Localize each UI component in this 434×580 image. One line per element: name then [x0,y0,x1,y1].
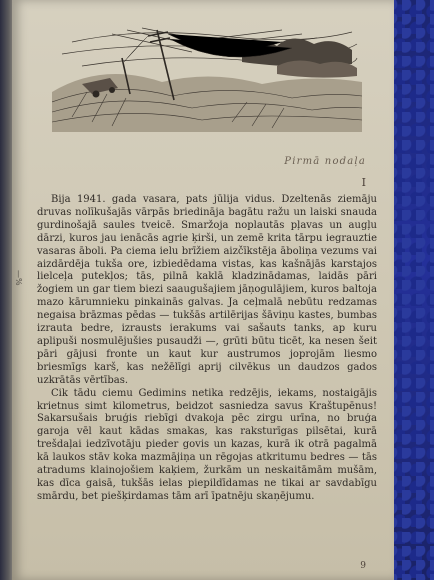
margin-mark: —% [14,270,23,286]
page-number: 9 [360,561,366,571]
chapter-title: Pirmā nodaļa [284,156,366,167]
landscape-illustration [52,22,362,132]
body-text [37,194,377,504]
paragraph-1: Bija 1941. gada vasara, pats jūlija vidus. Dzeltenās ziemāju druvas nolīkušajās vārpās briedināja bagātu ražu un laiski snauda gurdinošajā saules tveicē. Smaržoja noplautās pļavas un augļu dārzi, kuros jau ienācās agrie ķirši, un zemē krita tārpu iegrauztie vasaras āboli. Pa ciema ielu brīžiem aizčīkstēja āboliņa vezums vai aizdārdēja tukša ore, izbiedēdama vistas, kas kašnājās karstajos lielceļa putekļos; tās, pilnā kaklā kladzinādamas, laidās pāri žogiem un gar tiem biezi saaugušajiem jāņogulājiem, kuros baltoja mazo kārumnieku pinkainās galvas. Ja ceļmalā nebūtu redzamas negaisa brāzmas pēdas — tukšās artilērijas šāviņu kastes, bumbas izrauta bedre, izrausts ierakums vai sašauts tanks, ap kuru aplipuši nosmulējušies pusaudži —, grūti būtu ticēt, ka nesen šeit pāri gājusi fronte un kaut kur austrumos joprojām liesmo briesmīgs karš, kas nežēlīgi aprij cilvēkus un daudzos gados uzkrātās vērtības. [37,194,377,386]
paragraph-2: Cik tādu ciemu Gedimins netika redzējis, iekams, nostaigājis krietnus simt kilometrus, beidzot sasniedza savus Kraštupēnus! Sakarsušais bruģis riebīgi dvakoja pēc zirgu urīna, no bruģa garoja vēl kaut kādas smakas, kas raksturīgas pilsētai, kurā trešdaļai iedzīvotāju pieder govis un kazas, kurā ik otrā pagalmā kā laukos stāv koka mazmājiņa un rēgojas atkritumu bedres — tās atradums klainojošiem kaķiem, žurkām un neskaitāmām mušām, kas dīca gaisā, tukšās ielas piepildīdamas ne tikai ar savdabīgu smārdu, bet piešķirdamas tām arī īpatnēju skaņējumu. [37,387,377,502]
background-cloth [388,0,434,580]
book-page [12,0,394,580]
chapter-number: I [361,176,366,189]
